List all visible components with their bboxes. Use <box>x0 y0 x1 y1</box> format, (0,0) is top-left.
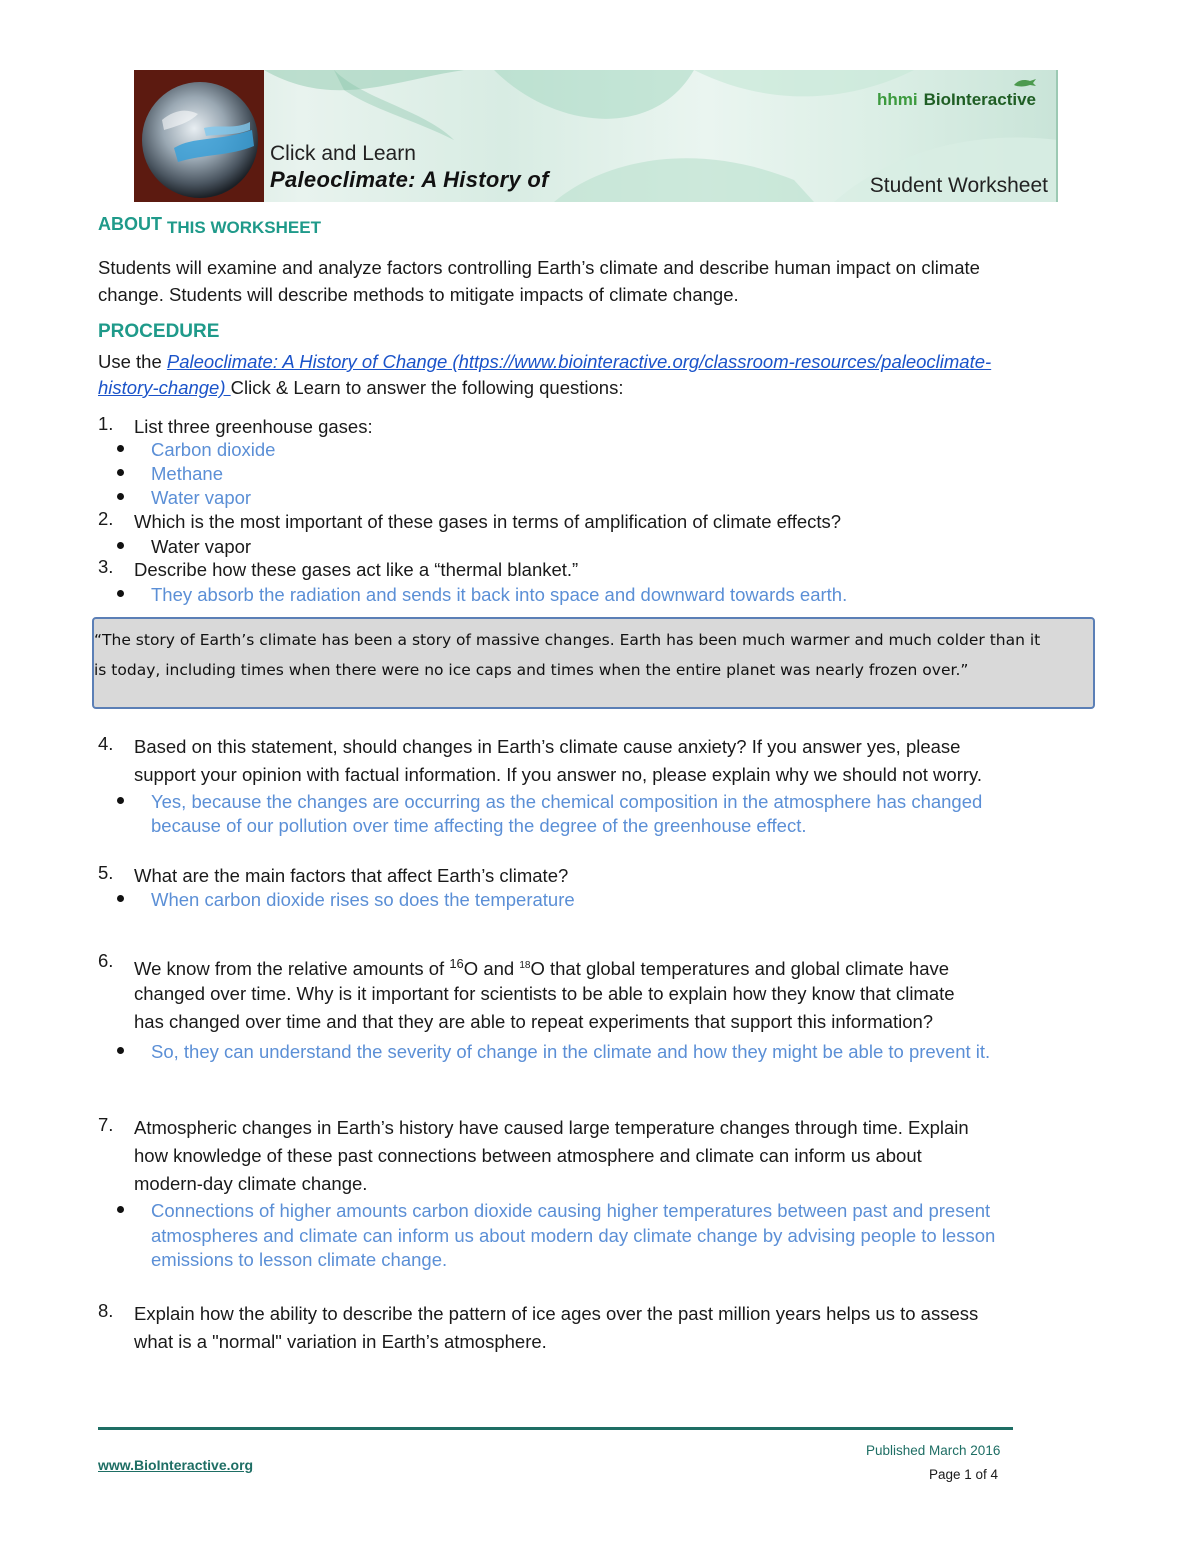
q6-line-2: changed over time. Why is it important for scientists to be able to explain how they know that climate <box>134 983 955 1004</box>
q5-number: 5. <box>98 862 114 883</box>
q7-answer-2: atmospheres and climate can inform us about modern day climate change by advising people to lesson <box>151 1225 996 1246</box>
quote-line-1: “The story of Earth’s climate has been a story of massive changes. Earth has been much warmer and much colder than it <box>94 631 1041 649</box>
about-heading-b: THIS WORKSHEET <box>167 218 321 237</box>
q4-answer-1: Yes, because the changes are occurring as the chemical composition in the atmosphere has changed <box>151 791 983 812</box>
bullet-icon <box>117 493 124 500</box>
q6-isotope-16: 16 <box>449 956 464 971</box>
q4-answer-2: because of our pollution over time affecting the degree of the greenhouse effect. <box>151 815 807 836</box>
q4-number: 4. <box>98 733 114 754</box>
banner-subtitle: Click and Learn <box>270 142 416 165</box>
q7-line-3: modern-day climate change. <box>134 1173 368 1194</box>
paleoclimate-url-link-cont[interactable]: history-change) <box>98 377 231 398</box>
footer-page-number: Page 1 of 4 <box>929 1467 999 1482</box>
banner-right-edge <box>1056 70 1058 202</box>
banner-title: Paleoclimate: A History of <box>270 167 549 192</box>
about-heading <box>98 214 321 235</box>
q7-number: 7. <box>98 1114 114 1135</box>
procedure-after-link: Click & Learn to answer the following questions: <box>230 377 624 398</box>
bullet-icon <box>117 469 124 476</box>
q4-line-1: Based on this statement, should changes in Earth’s climate cause anxiety? If you answer yes, please <box>134 736 961 757</box>
q6-part-2: O and <box>463 958 520 980</box>
q7-line-2: how knowledge of these past connections between atmosphere and climate can inform us about <box>134 1145 922 1166</box>
q1-answer-2: Methane <box>151 463 223 484</box>
q2-text: Which is the most important of these gases in terms of amplification of climate effects? <box>134 511 842 532</box>
bullet-icon <box>117 542 124 549</box>
q1-answer-1: Carbon dioxide <box>151 439 276 460</box>
q3-text: Describe how these gases act like a “thermal blanket.” <box>134 559 579 580</box>
paleoclimate-url-link[interactable]: (https://www.biointeractive.org/classroom-resources/paleoclimate- <box>447 351 992 372</box>
q1-number: 1. <box>98 413 114 434</box>
quote-text <box>94 625 1094 685</box>
q6-number: 6. <box>98 950 114 971</box>
q1-text: List three greenhouse gases: <box>134 416 373 437</box>
worksheet-label: Student Worksheet <box>869 174 1048 197</box>
footer-published: Published March 2016 <box>866 1443 1001 1458</box>
header-banner <box>134 70 1058 202</box>
bullet-icon <box>117 895 124 902</box>
biointeractive-logo <box>877 90 1036 110</box>
bullet-icon <box>117 1047 124 1054</box>
bullet-icon <box>117 1206 124 1213</box>
footer-website-link[interactable]: www.BioInteractive.org <box>98 1457 254 1473</box>
q1-answer-3: Water vapor <box>151 487 252 508</box>
q7-answer-3: emissions to lesson climate change. <box>151 1249 448 1270</box>
q2-answer: Water vapor <box>151 536 252 557</box>
footer-divider <box>98 1427 1013 1430</box>
about-heading-a: ABOUT <box>98 214 162 234</box>
procedure-use-the: Use the <box>98 351 167 372</box>
q6-part-1: We know from the relative amounts of <box>134 958 450 980</box>
q3-answer: They absorb the radiation and sends it back into space and downward towards earth. <box>151 584 848 605</box>
q8-line-2: what is a "normal" variation in Earth’s atmosphere. <box>134 1331 547 1352</box>
q6-answer: So, they can understand the severity of change in the climate and how they might be able to prevent it. <box>151 1041 991 1062</box>
q5-answer: When carbon dioxide rises so does the temperature <box>151 889 575 910</box>
brand-prefix: hhmi <box>876 90 918 109</box>
q7-answer-1: Connections of higher amounts carbon dioxide causing higher temperatures between past and present <box>151 1200 991 1221</box>
procedure-heading: PROCEDURE <box>98 321 220 342</box>
quote-box <box>92 617 1095 709</box>
q2-number: 2. <box>98 508 114 529</box>
q3-number: 3. <box>98 556 114 577</box>
lizard-logo-icon <box>1012 76 1038 90</box>
q6-line-3: has changed over time and that they are able to repeat experiments that support this information? <box>134 1011 934 1032</box>
q6-isotope-18: 18 <box>519 960 531 971</box>
bullet-icon <box>117 590 124 597</box>
brand-name: BioInteractive <box>923 90 1036 109</box>
bullet-icon <box>117 797 124 804</box>
q6-part-3: O that global temperatures and global climate have <box>530 958 950 980</box>
quote-line-2: is today, including times when there were no ice caps and times when the entire planet was nearly frozen over.” <box>94 661 969 679</box>
bullet-icon <box>117 445 124 452</box>
about-line-1: Students will examine and analyze factors controlling Earth’s climate and describe human impact on climate <box>98 257 980 278</box>
q5-text: What are the main factors that affect Earth’s climate? <box>134 865 569 886</box>
procedure-line-1 <box>98 348 991 375</box>
procedure-line-2 <box>98 374 623 401</box>
q4-line-2: support your opinion with factual information. If you answer no, please explain why we should not worry. <box>134 764 983 785</box>
q8-number: 8. <box>98 1300 114 1321</box>
q6-line-1 <box>134 950 949 982</box>
q7-line-1: Atmospheric changes in Earth’s history have caused large temperature changes through time. Explain <box>134 1117 969 1138</box>
q8-line-1: Explain how the ability to describe the pattern of ice ages over the past million years helps us to assess <box>134 1303 979 1324</box>
paleoclimate-link[interactable]: Paleoclimate: A History of Change <box>166 351 448 372</box>
about-line-2: change. Students will describe methods to mitigate impacts of climate change. <box>98 284 739 305</box>
